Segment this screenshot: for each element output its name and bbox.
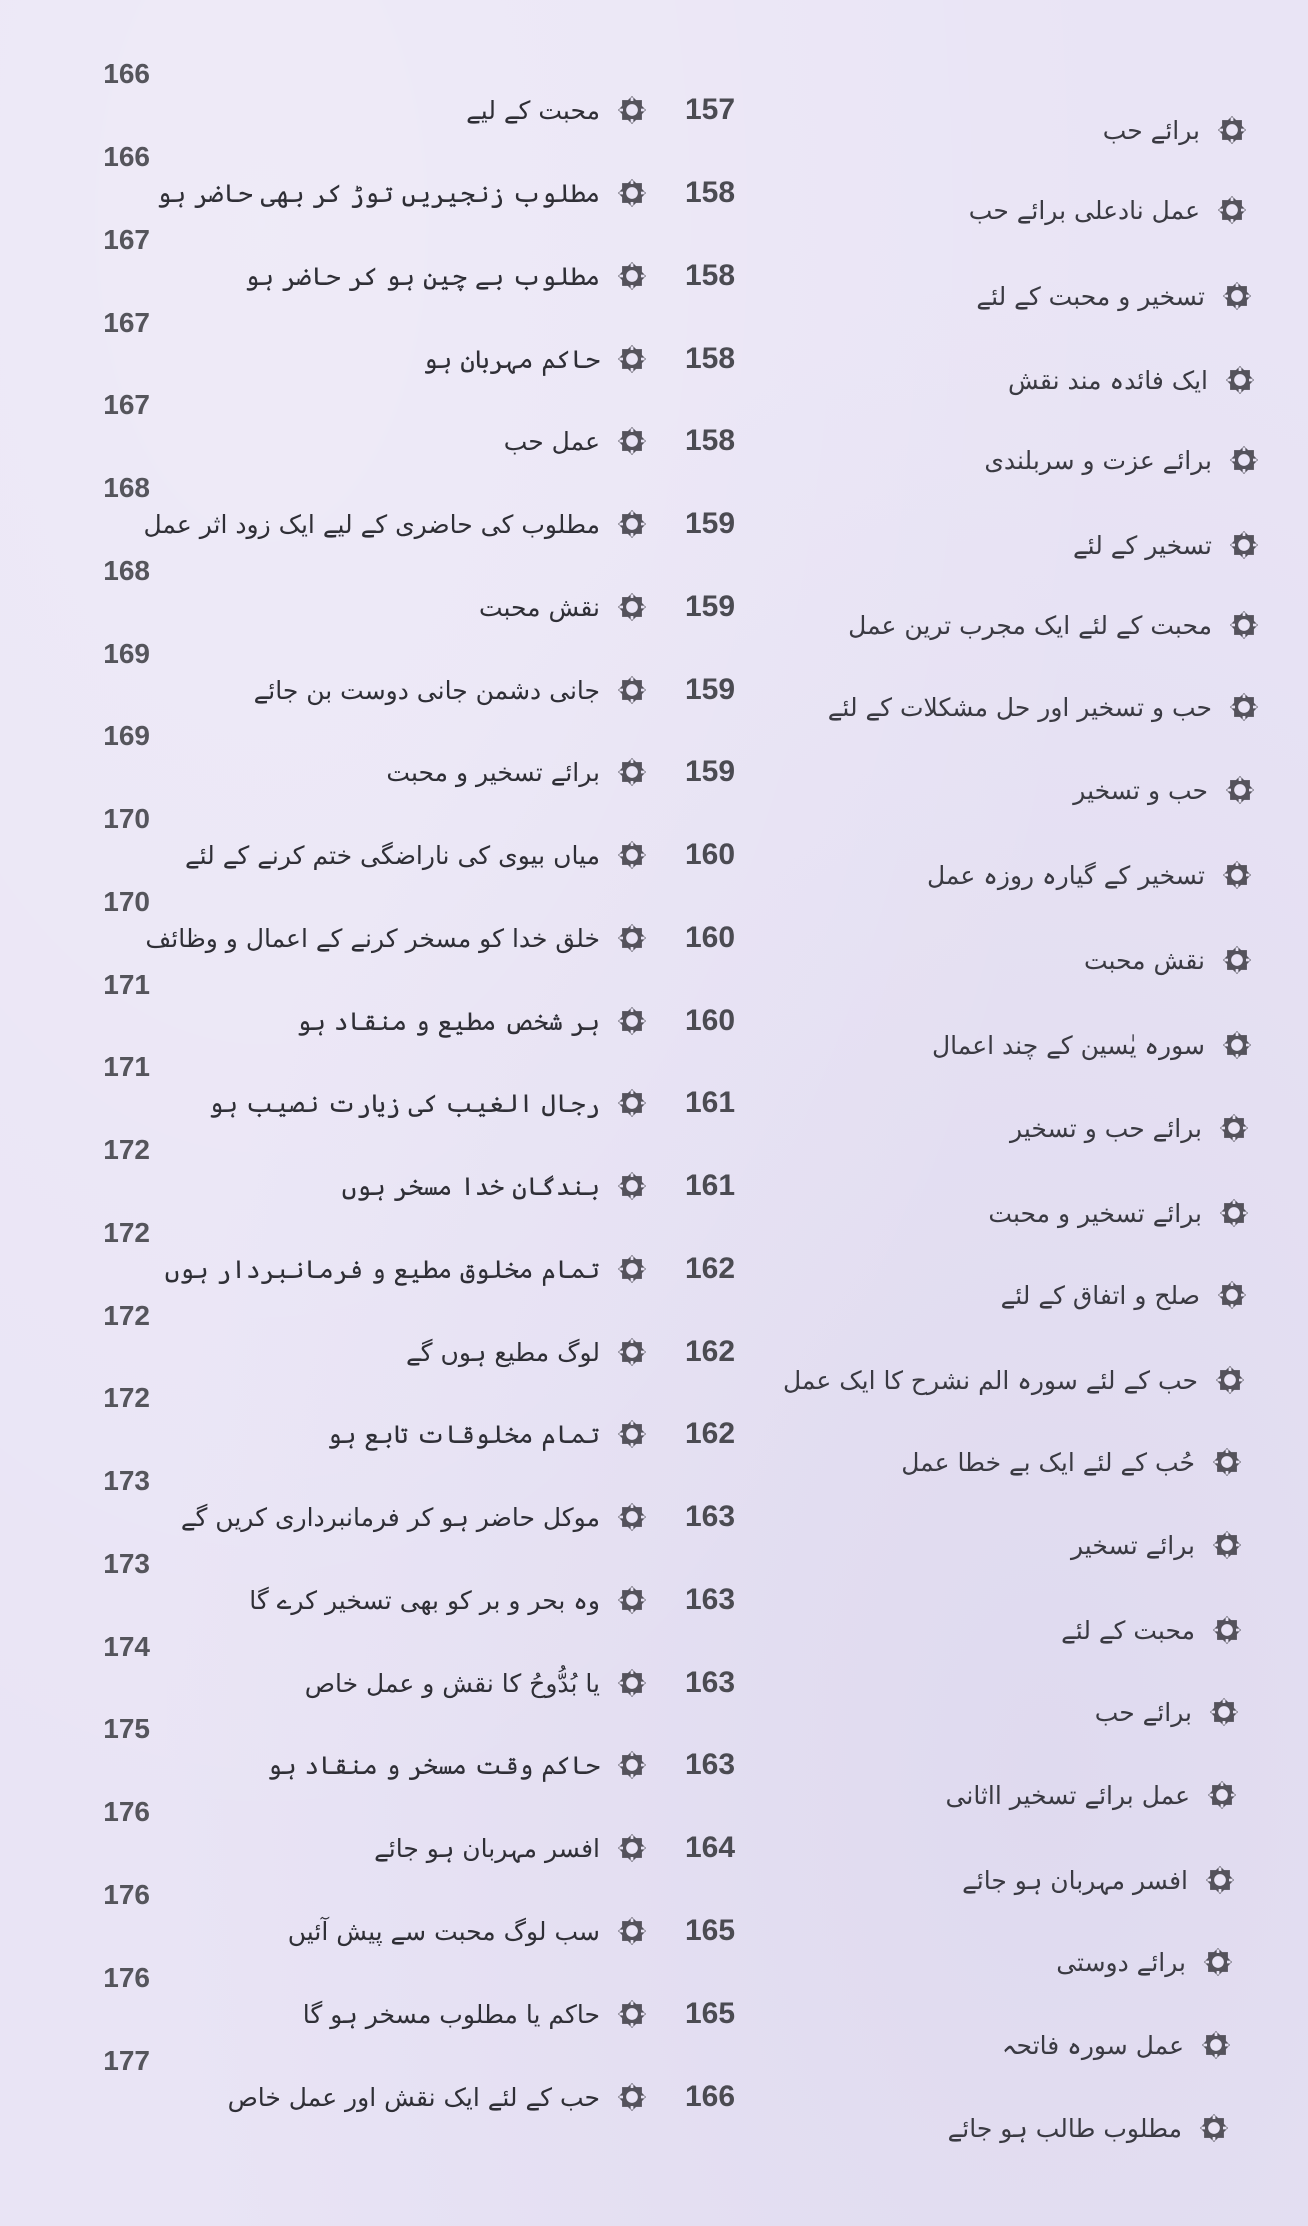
toc-entry xyxy=(748,760,1288,820)
entry-title: افسر مہربان ہو جائے xyxy=(962,1865,1188,1895)
ornament-star-icon xyxy=(1209,1527,1245,1563)
ornament-star-icon xyxy=(1200,1944,1236,1980)
continued-page-number: 173 xyxy=(103,1548,150,1579)
ornament-star-icon xyxy=(1209,1444,1245,1480)
ornament-star-icon xyxy=(614,837,650,873)
ornament-star-icon xyxy=(614,1996,650,2032)
entry-page-number: 159 xyxy=(684,673,736,706)
ornament-star-icon xyxy=(614,754,650,790)
ornament-star-icon xyxy=(614,1996,650,2032)
ornament-star-icon xyxy=(614,341,650,377)
toc-entry xyxy=(0,1051,760,1133)
ornament-star-icon xyxy=(1209,1612,1245,1648)
entry-title: برائے حب و تسخیر xyxy=(1010,1113,1202,1143)
toc-entry xyxy=(0,389,760,471)
entry-page-number: 165 xyxy=(684,1914,736,1947)
ornament-star-icon xyxy=(1214,1277,1250,1313)
entry-page-number: 160 xyxy=(684,921,736,954)
toc-entry xyxy=(735,1515,1275,1575)
entry-title: حُب کے لئے ایک بے خطا عمل xyxy=(901,1447,1195,1477)
ornament-star-icon xyxy=(614,1168,650,1204)
ornament-star-icon xyxy=(614,1334,650,1370)
ornament-star-icon xyxy=(614,1830,650,1866)
ornament-star-icon xyxy=(614,672,650,708)
ornament-star-icon xyxy=(1219,278,1255,314)
entry-title: حب و تسخیر xyxy=(1073,775,1208,805)
continued-page-number: 167 xyxy=(103,307,150,338)
continued-page-number: 172 xyxy=(103,1382,150,1413)
entry-title: برائے دوستی xyxy=(1056,1947,1186,1977)
toc-entry xyxy=(0,555,760,637)
entry-title: محبت کے لیے xyxy=(466,95,600,125)
toc-entry xyxy=(0,1217,760,1299)
ornament-star-icon xyxy=(1214,192,1250,228)
ornament-star-icon xyxy=(1219,857,1255,893)
ornament-star-icon xyxy=(1204,1777,1240,1813)
entry-page-number: 163 xyxy=(684,1748,736,1781)
toc-entry xyxy=(732,1682,1272,1742)
ornament-star-icon xyxy=(1219,278,1255,314)
continued-page-number: 177 xyxy=(103,2045,150,2076)
continued-page-number: 166 xyxy=(103,58,150,89)
entry-page-number: 158 xyxy=(684,424,736,457)
toc-entry xyxy=(740,100,1280,160)
ornament-star-icon xyxy=(614,1416,650,1452)
toc-entry xyxy=(752,595,1292,655)
ornament-star-icon xyxy=(614,341,650,377)
ornament-star-icon xyxy=(1214,192,1250,228)
continued-page-number: 174 xyxy=(103,1631,150,1662)
ornament-star-icon xyxy=(1209,1527,1245,1563)
ornament-star-icon xyxy=(614,1003,650,1039)
ornament-star-icon xyxy=(614,1168,650,1204)
toc-entry xyxy=(726,1932,1266,1992)
entry-title: سورہ یٰسین کے چند اعمال xyxy=(932,1030,1205,1060)
toc-entry xyxy=(738,1350,1278,1410)
ornament-star-icon xyxy=(614,1251,650,1287)
entry-title: تمام مخلوق مطیع و فرمانبردار ہوں xyxy=(164,1254,600,1284)
toc-entry xyxy=(0,1796,760,1878)
toc-entry xyxy=(745,266,1285,326)
toc-entry xyxy=(0,1713,760,1795)
ornament-star-icon xyxy=(1226,689,1262,725)
toc-entry xyxy=(740,180,1280,240)
ornament-star-icon xyxy=(614,1830,650,1866)
toc-entry xyxy=(742,1098,1282,1158)
continued-page-number: 167 xyxy=(103,389,150,420)
ornament-star-icon xyxy=(1202,1862,1238,1898)
toc-entry xyxy=(0,1548,760,1630)
ornament-star-icon xyxy=(1206,1694,1242,1730)
continued-page-number: 169 xyxy=(103,638,150,669)
ornament-star-icon xyxy=(614,1747,650,1783)
entry-page-number: 159 xyxy=(684,590,736,623)
toc-entry xyxy=(752,677,1292,737)
entry-title: لوگ مطیع ہوں گے xyxy=(406,1337,600,1367)
entry-title: عمل برائے تسخیر ااثانی xyxy=(945,1780,1190,1810)
ornament-star-icon xyxy=(614,1665,650,1701)
toc-entry xyxy=(745,845,1285,905)
entry-title: بندگان خدا مسخر ہوں xyxy=(341,1171,600,1201)
ornament-star-icon xyxy=(614,423,650,459)
ornament-star-icon xyxy=(1200,1944,1236,1980)
ornament-star-icon xyxy=(1219,1027,1255,1063)
entry-title: مطلوب بے چین ہو کر حاضر ہو xyxy=(244,261,600,291)
ornament-star-icon xyxy=(614,1747,650,1783)
entry-page-number: 163 xyxy=(684,1583,736,1616)
entry-title: خلق خدا کو مسخر کرنے کے اعمال و وظائف xyxy=(145,923,600,953)
entry-title: تمام مخلوقات تابع ہو xyxy=(327,1419,600,1449)
ornament-star-icon xyxy=(614,175,650,211)
continued-page-number: 172 xyxy=(103,1134,150,1165)
ornament-star-icon xyxy=(1206,1694,1242,1730)
entry-title: مطلوب کی حاضری کے لیے ایک زود اثر عمل xyxy=(143,509,600,539)
entry-title: نقش محبت xyxy=(1083,945,1205,975)
ornament-star-icon xyxy=(1219,1027,1255,1063)
continued-page-number: 175 xyxy=(103,1713,150,1744)
ornament-star-icon xyxy=(614,754,650,790)
toc-entry xyxy=(0,472,760,554)
entry-title: حاکم مہربان ہو xyxy=(422,344,600,374)
entry-title: حب کے لئے ایک نقش اور عمل خاص xyxy=(227,2082,600,2112)
entry-page-number: 165 xyxy=(684,1997,736,2030)
toc-entry xyxy=(740,1265,1280,1325)
entry-page-number: 161 xyxy=(684,1169,736,1202)
toc-entry xyxy=(0,1300,760,1382)
entry-title: برائے تسخیر و محبت xyxy=(988,1198,1202,1228)
entry-title: افسر مہربان ہو جائے xyxy=(374,1833,600,1863)
toc-entry xyxy=(748,350,1288,410)
ornament-star-icon xyxy=(1219,942,1255,978)
ornament-star-icon xyxy=(614,423,650,459)
toc-entry xyxy=(722,2098,1262,2158)
ornament-star-icon xyxy=(1212,1362,1248,1398)
continued-page-number: 176 xyxy=(103,1879,150,1910)
ornament-star-icon xyxy=(1222,772,1258,808)
ornament-star-icon xyxy=(614,1416,650,1452)
toc-entry xyxy=(0,638,760,720)
ornament-star-icon xyxy=(1212,1362,1248,1398)
entry-title: ایک فائدہ مند نقش xyxy=(1008,365,1208,395)
toc-entry xyxy=(730,1765,1270,1825)
entry-title: نقش محبت xyxy=(478,592,600,622)
entry-page-number: 166 xyxy=(684,2080,736,2113)
ornament-star-icon xyxy=(614,1003,650,1039)
entry-title: برائے تسخیر و محبت xyxy=(386,757,600,787)
toc-entry xyxy=(0,969,760,1051)
entry-title: ہر شخص مطیع و منقاد ہو xyxy=(296,1006,600,1036)
entry-page-number: 159 xyxy=(684,755,736,788)
continued-page-number: 168 xyxy=(103,555,150,586)
ornament-star-icon xyxy=(614,1582,650,1618)
entry-title: حب و تسخیر اور حل مشکلات کے لئے xyxy=(827,692,1212,722)
ornament-star-icon xyxy=(1196,2110,1232,2146)
ornament-star-icon xyxy=(614,506,650,542)
continued-page-number: 170 xyxy=(103,886,150,917)
toc-entry xyxy=(0,886,760,968)
toc-entry xyxy=(728,1850,1268,1910)
entry-page-number: 162 xyxy=(684,1417,736,1450)
ornament-star-icon xyxy=(614,672,650,708)
ornament-star-icon xyxy=(1226,607,1262,643)
toc-entry xyxy=(0,1631,760,1713)
entry-page-number: 158 xyxy=(684,176,736,209)
entry-title: برائے عزت و سربلندی xyxy=(984,445,1212,475)
entry-title: رجال الغیب کی زیارت نصیب ہو xyxy=(208,1088,600,1118)
entry-title: تسخیر و محبت کے لئے xyxy=(976,281,1205,311)
entry-title: عمل سورہ فاتحہ xyxy=(1001,2030,1184,2060)
ornament-star-icon xyxy=(614,1499,650,1535)
ornament-star-icon xyxy=(614,2079,650,2115)
entry-page-number: 159 xyxy=(684,507,736,540)
entry-title: تسخیر کے گیارہ روزہ عمل xyxy=(926,860,1205,890)
entry-title: برائے تسخیر xyxy=(1071,1530,1195,1560)
entry-title: محبت کے لئے xyxy=(1061,1615,1195,1645)
ornament-star-icon xyxy=(614,1085,650,1121)
toc-entry xyxy=(0,58,760,140)
entry-page-number: 162 xyxy=(684,1252,736,1285)
ornament-star-icon xyxy=(614,1665,650,1701)
ornament-star-icon xyxy=(1216,1195,1252,1231)
continued-page-number: 169 xyxy=(103,720,150,751)
ornament-star-icon xyxy=(1216,1110,1252,1146)
entry-title: حب کے لئے سورہ الم نشرح کا ایک عمل xyxy=(782,1365,1198,1395)
ornament-star-icon xyxy=(1202,1862,1238,1898)
toc-entry xyxy=(752,515,1292,575)
ornament-star-icon xyxy=(1198,2027,1234,2063)
continued-page-number: 167 xyxy=(103,224,150,255)
entry-title: یا بُدُّوحُ کا نقش و عمل خاص xyxy=(304,1668,600,1698)
entry-title: حاکم وقت مسخر و منقاد ہو xyxy=(267,1750,600,1780)
entry-page-number: 163 xyxy=(684,1500,736,1533)
continued-page-number: 176 xyxy=(103,1796,150,1827)
ornament-star-icon xyxy=(614,589,650,625)
ornament-star-icon xyxy=(1204,1777,1240,1813)
ornament-star-icon xyxy=(1209,1612,1245,1648)
ornament-star-icon xyxy=(614,175,650,211)
continued-page-number: 172 xyxy=(103,1217,150,1248)
continued-page-number: 172 xyxy=(103,1300,150,1331)
entry-page-number: 163 xyxy=(684,1666,736,1699)
ornament-star-icon xyxy=(614,920,650,956)
ornament-star-icon xyxy=(614,2079,650,2115)
ornament-star-icon xyxy=(614,506,650,542)
ornament-star-icon xyxy=(1226,527,1262,563)
toc-entry xyxy=(735,1600,1275,1660)
ornament-star-icon xyxy=(614,920,650,956)
ornament-star-icon xyxy=(1214,1277,1250,1313)
entry-title: مطلوب زنجیریں توڑ کر بھی حاضر ہو xyxy=(156,178,600,208)
continued-page-number: 170 xyxy=(103,803,150,834)
toc-entry xyxy=(735,1432,1275,1492)
ornament-star-icon xyxy=(614,1913,650,1949)
toc-entry xyxy=(0,2045,760,2127)
ornament-star-icon xyxy=(614,1085,650,1121)
entry-title: موکل حاضر ہو کر فرمانبرداری کریں گے xyxy=(180,1502,600,1532)
continued-page-number: 166 xyxy=(103,141,150,172)
entry-title: محبت کے لئے ایک مجرب ترین عمل xyxy=(848,610,1212,640)
ornament-star-icon xyxy=(1226,689,1262,725)
continued-page-number: 171 xyxy=(103,969,150,1000)
entry-page-number: 162 xyxy=(684,1335,736,1368)
continued-page-number: 173 xyxy=(103,1465,150,1496)
toc-entry xyxy=(724,2015,1264,2075)
ornament-star-icon xyxy=(614,589,650,625)
ornament-star-icon xyxy=(1222,772,1258,808)
toc-entry xyxy=(0,1465,760,1547)
toc-entry xyxy=(752,430,1292,490)
entry-title: برائے حب xyxy=(1094,1697,1192,1727)
ornament-star-icon xyxy=(1222,362,1258,398)
entry-title: جانی دشمن جانی دوست بن جائے xyxy=(253,675,600,705)
toc-entry xyxy=(745,930,1285,990)
ornament-star-icon xyxy=(614,92,650,128)
toc-entry xyxy=(0,141,760,223)
entry-title: مطلوب طالب ہو جائے xyxy=(947,2113,1182,2143)
ornament-star-icon xyxy=(1196,2110,1232,2146)
ornament-star-icon xyxy=(614,258,650,294)
ornament-star-icon xyxy=(1214,112,1250,148)
ornament-star-icon xyxy=(1216,1110,1252,1146)
ornament-star-icon xyxy=(614,837,650,873)
toc-entry xyxy=(0,224,760,306)
entry-page-number: 164 xyxy=(684,1831,736,1864)
entry-page-number: 158 xyxy=(684,342,736,375)
entry-title: برائے حب xyxy=(1102,115,1200,145)
entry-page-number: 157 xyxy=(684,93,736,126)
toc-entry xyxy=(745,1015,1285,1075)
entry-page-number: 158 xyxy=(684,259,736,292)
toc-entry xyxy=(0,1134,760,1216)
entry-title: عمل حب xyxy=(503,426,600,456)
ornament-star-icon xyxy=(1209,1444,1245,1480)
ornament-star-icon xyxy=(614,1582,650,1618)
entry-title: تسخیر کے لئے xyxy=(1073,530,1212,560)
ornament-star-icon xyxy=(614,1499,650,1535)
continued-page-number: 171 xyxy=(103,1051,150,1082)
ornament-star-icon xyxy=(1222,362,1258,398)
ornament-star-icon xyxy=(1226,527,1262,563)
entry-title: وہ بحر و بر کو بھی تسخیر کرے گا xyxy=(249,1585,600,1615)
entry-title: صلح و اتفاق کے لئے xyxy=(1000,1280,1200,1310)
ornament-star-icon xyxy=(1226,607,1262,643)
entry-title: عمل نادعلی برائے حب xyxy=(968,195,1200,225)
entry-page-number: 160 xyxy=(684,1004,736,1037)
entry-page-number: 160 xyxy=(684,838,736,871)
toc-entry xyxy=(742,1183,1282,1243)
continued-page-number: 176 xyxy=(103,1962,150,1993)
ornament-star-icon xyxy=(614,258,650,294)
ornament-star-icon xyxy=(614,1913,650,1949)
entry-title: سب لوگ محبت سے پیش آئیں xyxy=(287,1916,600,1946)
entry-title: حاکم یا مطلوب مسخر ہو گا xyxy=(302,1999,600,2029)
ornament-star-icon xyxy=(1219,942,1255,978)
ornament-star-icon xyxy=(1198,2027,1234,2063)
entry-page-number: 161 xyxy=(684,1086,736,1119)
ornament-star-icon xyxy=(1219,857,1255,893)
toc-entry xyxy=(0,720,760,802)
ornament-star-icon xyxy=(614,92,650,128)
toc-entry xyxy=(0,1382,760,1464)
toc-entry xyxy=(0,803,760,885)
toc-entry xyxy=(0,1962,760,2044)
ornament-star-icon xyxy=(1214,112,1250,148)
entry-title: میاں بیوی کی ناراضگی ختم کرنے کے لئے xyxy=(184,840,600,870)
ornament-star-icon xyxy=(1226,442,1262,478)
ornament-star-icon xyxy=(1216,1195,1252,1231)
ornament-star-icon xyxy=(614,1251,650,1287)
continued-page-number: 168 xyxy=(103,472,150,503)
ornament-star-icon xyxy=(614,1334,650,1370)
toc-entry xyxy=(0,1879,760,1961)
ornament-star-icon xyxy=(1226,442,1262,478)
toc-entry xyxy=(0,307,760,389)
